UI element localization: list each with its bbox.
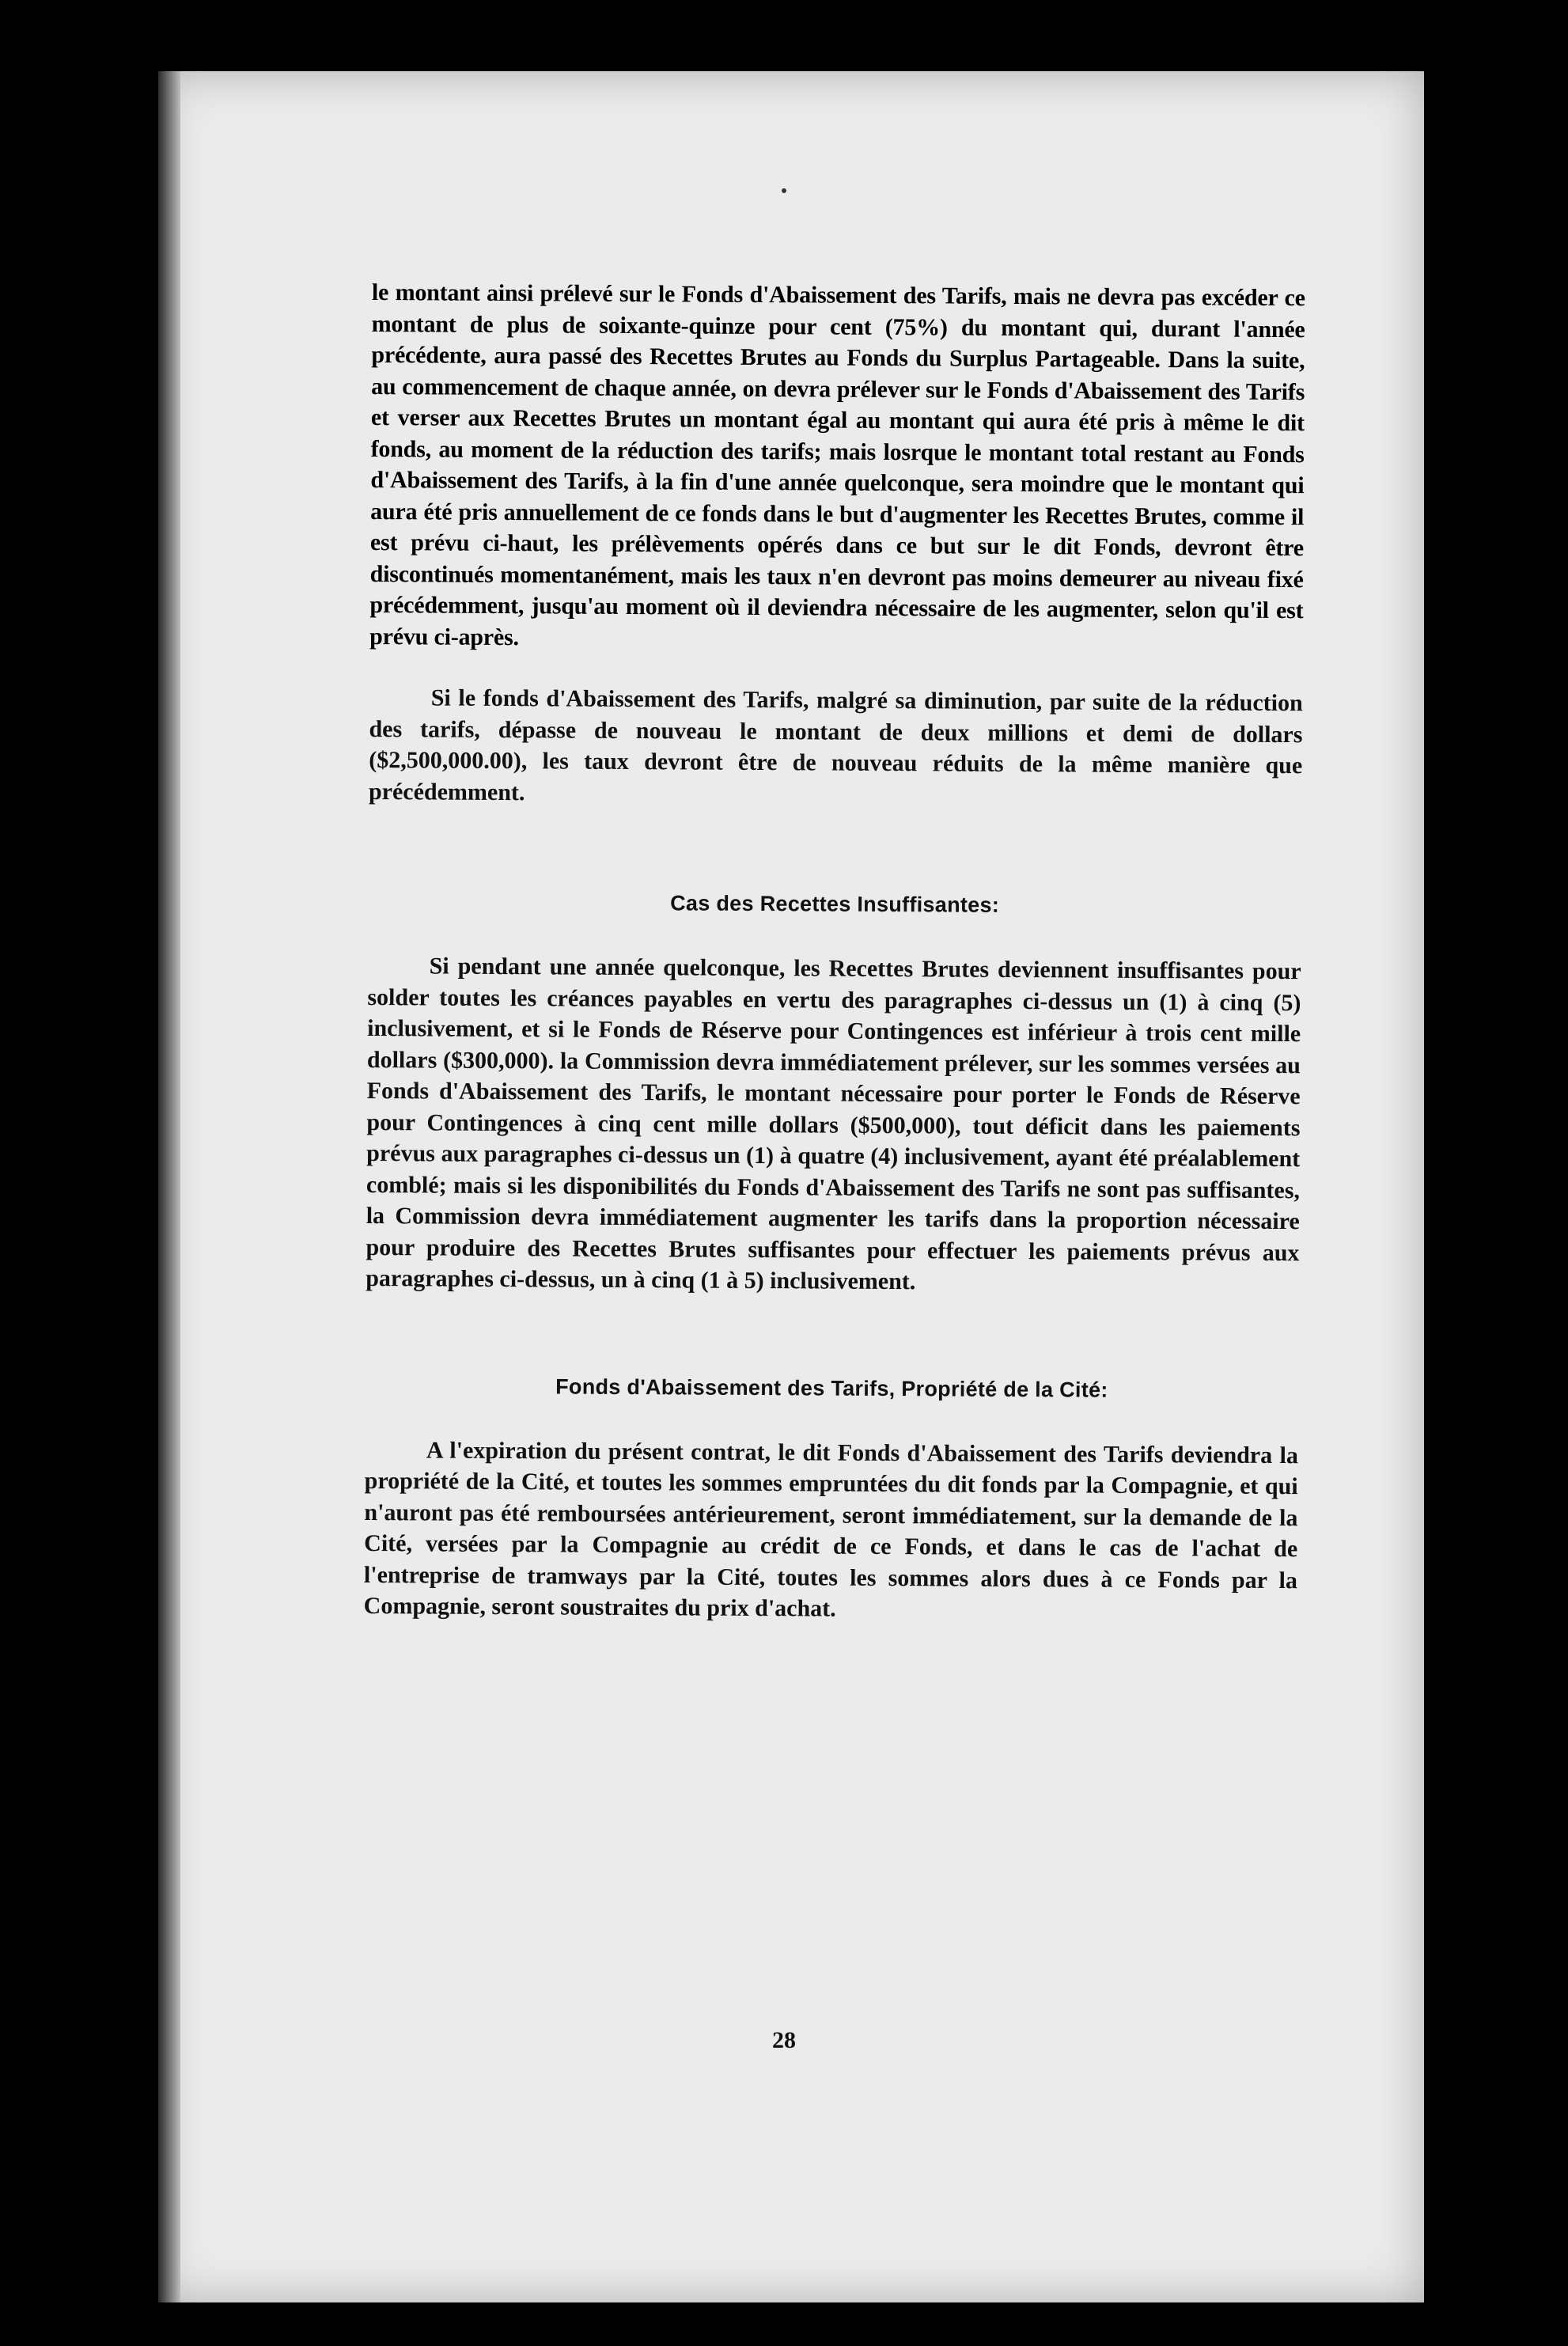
page-number: 28: [772, 2027, 796, 2053]
section-heading-insufficient-receipts: Cas des Recettes Insuffisantes:: [670, 891, 1000, 917]
paragraph-reduction: Si le fonds d'Abaissement des Tarifs, malgré sa diminution, par suite de la réduction des tarifs, dépasse de nouveau le montant de deux millions et demi de dollars ($2,500,000.00), les taux devront être de nouveau réduits de la même manière que précédemment.: [368, 684, 1303, 805]
paragraph-city-property: A l'expiration du présent contrat, le dit Fonds d'Abaissement des Tarifs deviendra la propriété de la Cité, et toutes les sommes empruntées du dit fonds par la Compagnie, et qui n'auront pas été remboursées antérieurement, seront immédiatement, sur la demande de la Cité, versées par la Compagnie au crédit de ce Fonds, et dans le cas de l'achat de l'entreprise de tramways par la Cité, toutes les sommes alors dues à ce Fonds par la Compagnie, seront soustraites du prix d'achat.: [363, 1436, 1299, 1622]
ink-dot: [782, 188, 786, 193]
page-content: [364, 277, 1305, 1628]
paragraph-insufficient-receipts: Si pendant une année quelconque, les Recettes Brutes deviennent insuffisantes pour solder toutes les créances payables en vertu des paragraphes ci-dessus un (1) à cinq (5) inclusivement, et si le Fonds de Réserve pour Contingences est inférieur à trois cent mille dollars ($300,000). la Commission devra immédiatement prélever, sur les sommes versées au Fonds d'Abaissement des Tarifs, le montant nécessaire pour porter le Fonds de Réserve pour Contingences à cinq cent mille dollars ($500,000), tout déficit dans les paiements prévus aux paragraphes ci-dessus un (1) à quatre (4) inclusivement, ayant été préalablement comblé; mais si les disponibilités du Fonds d'Abaissement des Tarifs ne sont pas suffisantes, la Commission devra immédiatement augmenter les tarifs dans la proportion nécessaire pour produire des Recettes Brutes suffisantes pour effectuer les paiements prévus aux paragraphes ci-dessus, un à cinq (1 à 5) inclusivement.: [365, 953, 1301, 1295]
section-heading-city-property: Fonds d'Abaissement des Tarifs, Propriété de la Cité:: [555, 1374, 1108, 1402]
paragraph-continued: le montant ainsi prélevé sur le Fonds d'Abaissement des Tarifs, mais ne devra pas excéder ce montant de plus de soixante-quinze pour cent (75%) du montant qui, durant l'année précédente, aura passé des Recettes Brutes au Fonds du Surplus Partageable. Dans la suite, au commencement de chaque année, on devra prélever sur le Fonds d'Abaissement des Tarifs et verser aux Recettes Brutes un montant égal au montant qui aura été pris à même le dit fonds, au moment de la réduction des tarifs; mais losrque le montant total restant au Fonds d'Abaissement des Tarifs, à la fin d'une année quelconque, sera moindre que le montant qui aura été pris annuellement de ce fonds dans le but d'augmenter les Recettes Brutes, comme il est prévu ci-haut, les prélèvements opérés dans ce but sur le dit Fonds, devront être discontinués momentanément, mais les taux n'en devront pas moins demeurer au niveau fixé précédemment, jusqu'au moment où il deviendra nécessaire de les augmenter, selon qu'il est prévu ci-après.: [369, 279, 1305, 650]
page-edge-shadow: [158, 71, 180, 2302]
